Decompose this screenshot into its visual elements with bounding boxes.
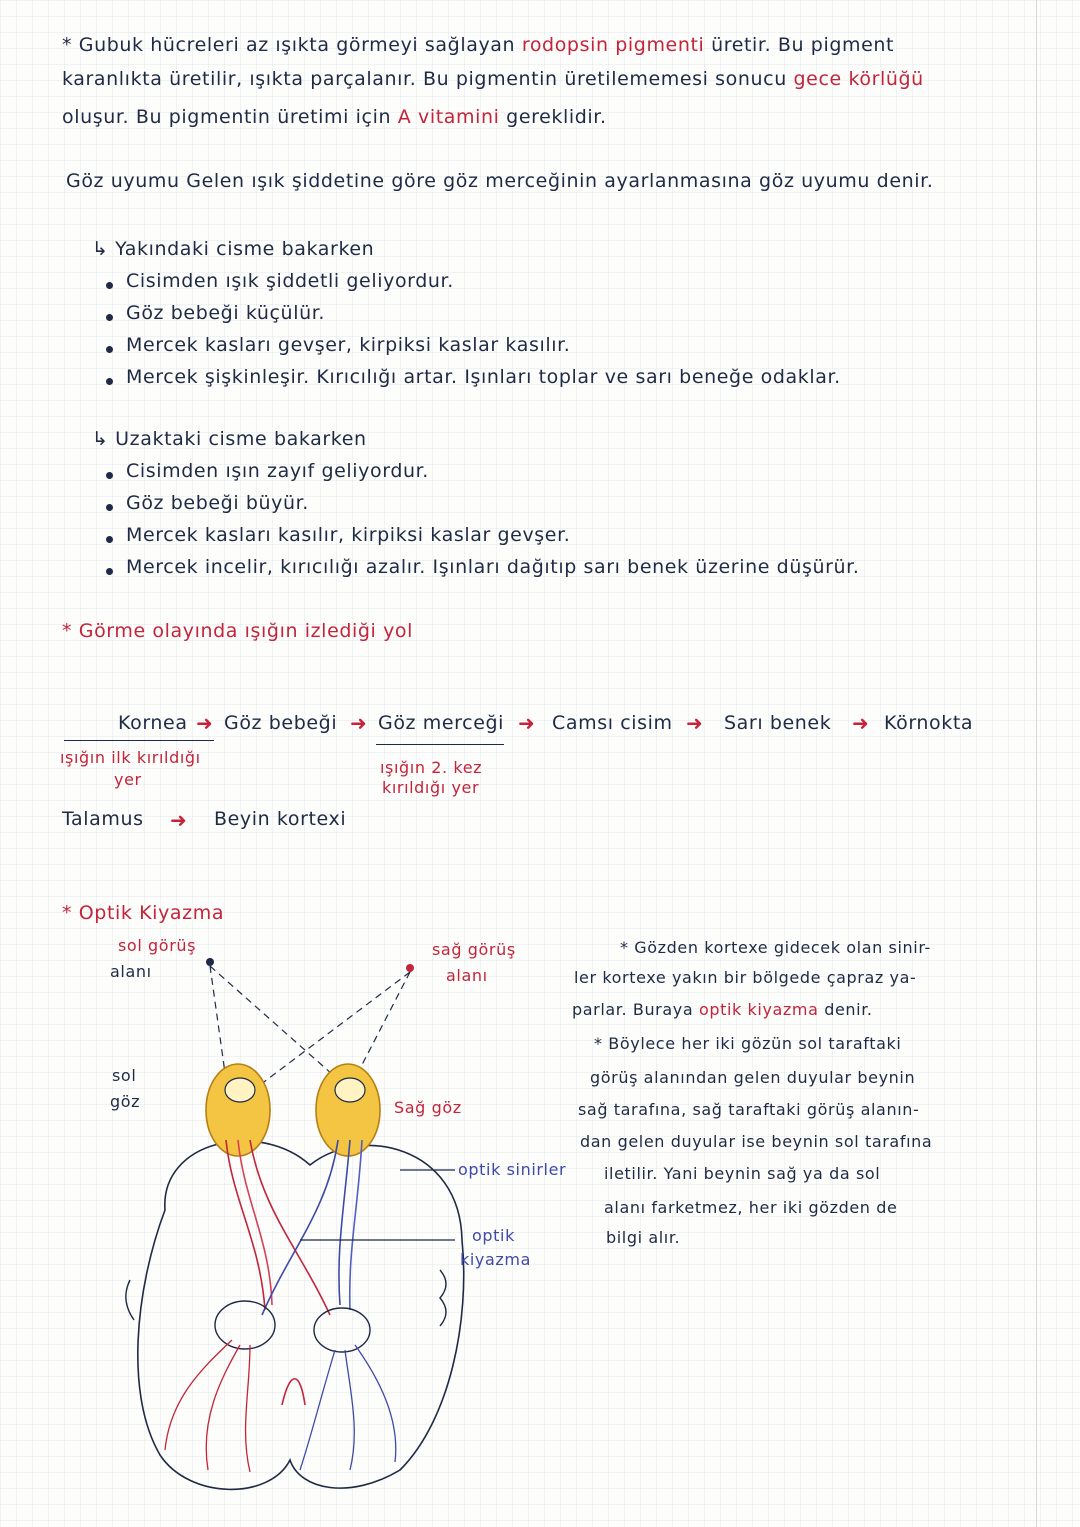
intro-text: * Gubuk hücreleri az ışıkta görmeyi sağlayan bbox=[62, 34, 516, 56]
near-item: Mercek kasları gevşer, kirpiksi kaslar kasılır. bbox=[126, 334, 571, 356]
explanation-line: görüş alanından gelen duyular beynin bbox=[590, 1068, 916, 1087]
intro-text: gereklidir. bbox=[506, 106, 607, 128]
explanation-line: * Gözden kortexe gidecek olan sinir- bbox=[620, 938, 931, 957]
far-heading: ↳ Uzaktaki cisme bakarken bbox=[92, 428, 367, 450]
explanation-line: dan gelen duyular ise beynin sol tarafına bbox=[580, 1132, 933, 1151]
right-eye-label: Sağ göz bbox=[394, 1098, 462, 1117]
step-sari-benek: Sarı benek bbox=[724, 712, 832, 734]
near-item: Mercek şişkinleşir. Kırıcılığı artar. Işınları toplar ve sarı beneğe odaklar. bbox=[126, 366, 841, 388]
step-camsi-cisim: Camsı cisim bbox=[552, 712, 673, 734]
kornea-note: ışığın ilk kırıldığı bbox=[60, 748, 201, 767]
light-path-title: * Görme olayında ışığın izlediği yol bbox=[62, 620, 414, 642]
step-talamus: Talamus bbox=[62, 808, 144, 830]
step-kornokta: Körnokta bbox=[884, 712, 974, 734]
explanation-line: ler kortexe yakın bir bölgede çapraz ya- bbox=[574, 968, 917, 987]
left-field-point bbox=[206, 958, 214, 966]
explanation-line: bilgi alır. bbox=[606, 1228, 681, 1247]
left-eye-label: sol bbox=[112, 1066, 137, 1085]
brain-fold bbox=[126, 1280, 134, 1320]
explanation-line: sağ tarafına, sağ taraftaki görüş alanın- bbox=[578, 1100, 920, 1119]
right-thalamus bbox=[314, 1308, 370, 1352]
left-field-label: sol görüş bbox=[118, 936, 197, 955]
explanation-line: iletilir. Yani beynin sağ ya da sol bbox=[604, 1164, 881, 1183]
optic-nerves-label: optik sinirler bbox=[458, 1160, 567, 1179]
brainstem bbox=[282, 1379, 305, 1405]
right-optic-radiation bbox=[300, 1345, 396, 1470]
arrow-icon: ➜ bbox=[852, 711, 869, 735]
rodopsin-highlight: rodopsin pigmenti bbox=[521, 34, 705, 56]
kornea-note: yer bbox=[114, 770, 142, 789]
arrow-icon: ➜ bbox=[350, 711, 367, 735]
accommodation-definition: Göz uyumu Gelen ışık şiddetine göre göz merceğinin ayarlanmasına göz uyumu denir. bbox=[66, 170, 934, 192]
right-field-label: alanı bbox=[446, 966, 488, 985]
optic-chiasm-label: kiyazma bbox=[460, 1250, 531, 1269]
near-item: Cisimden ışık şiddetli geliyordur. bbox=[126, 270, 454, 292]
step-goz-bebegi: Göz bebeği bbox=[224, 712, 338, 734]
optic-chiasm-highlight: optik kiyazma bbox=[698, 1000, 819, 1019]
right-eye-lens bbox=[335, 1078, 365, 1102]
intro-text: üretir. Bu pigment bbox=[711, 34, 895, 56]
arrow-icon: ➜ bbox=[170, 808, 187, 832]
near-heading: ↳ Yakındaki cisme bakarken bbox=[92, 238, 375, 260]
optic-chiasm-label: optik bbox=[472, 1226, 515, 1245]
brain-fold bbox=[440, 1270, 446, 1326]
step-beyin-kortexi: Beyin kortexi bbox=[214, 808, 347, 830]
arrow-icon: ➜ bbox=[518, 711, 535, 735]
step-goz-mercegi: Göz merceği bbox=[378, 712, 505, 734]
far-item: Mercek kasları kasılır, kirpiksi kaslar gevşer. bbox=[126, 524, 571, 546]
arrow-icon: ➜ bbox=[686, 711, 703, 735]
left-eye-label: göz bbox=[110, 1092, 141, 1111]
vitamin-a-highlight: A vitamini bbox=[397, 106, 500, 128]
optic-nerves bbox=[226, 1140, 362, 1315]
left-optic-radiation bbox=[165, 1340, 250, 1472]
left-field-label: alanı bbox=[110, 962, 152, 981]
right-field-point bbox=[406, 964, 414, 972]
mercek-note: ışığın 2. kez bbox=[380, 758, 483, 777]
step-kornea: Kornea bbox=[118, 712, 188, 734]
explanation-line: parlar. Buraya optik kiyazma denir. bbox=[572, 1000, 873, 1019]
intro-text: oluşur. Bu pigmentin üretimi için bbox=[62, 106, 392, 128]
near-item: Göz bebeği küçülür. bbox=[126, 302, 326, 324]
explanation-line: alanı farketmez, her iki gözden de bbox=[604, 1198, 898, 1217]
far-item: Cisimden ışın zayıf geliyordur. bbox=[126, 460, 429, 482]
left-eye-lens bbox=[225, 1078, 255, 1102]
far-item: Mercek incelir, kırıcılığı azalır. Işınları dağıtıp sarı benek üzerine düşürür. bbox=[126, 556, 860, 578]
chiasm-title: * Optik Kiyazma bbox=[62, 902, 225, 924]
mercek-note: kırıldığı yer bbox=[382, 778, 480, 797]
intro-text: karanlıkta üretilir, ışıkta parçalanır. Bu pigmentin üretilememesi sonucu bbox=[62, 68, 787, 90]
left-thalamus bbox=[215, 1301, 275, 1349]
brain-outline bbox=[138, 1141, 464, 1489]
night-blindness-highlight: gece körlüğü bbox=[793, 68, 924, 90]
right-field-label: sağ görüş bbox=[432, 940, 516, 959]
explanation-line: * Böylece her iki gözün sol taraftaki bbox=[594, 1034, 902, 1053]
arrow-icon: ➜ bbox=[196, 711, 213, 735]
far-item: Göz bebeği büyür. bbox=[126, 492, 309, 514]
